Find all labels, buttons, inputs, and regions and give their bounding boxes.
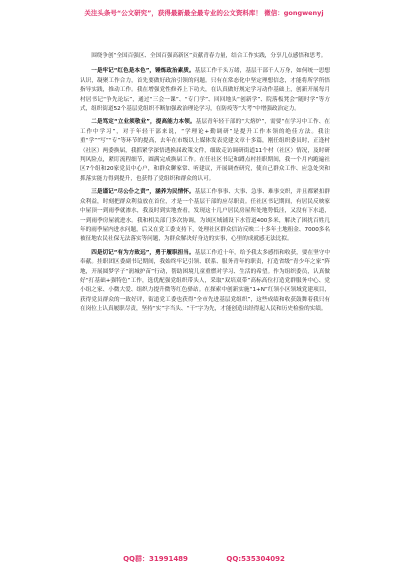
section-2 bbox=[80, 118, 330, 184]
footer bbox=[0, 554, 408, 564]
section-1 bbox=[80, 67, 330, 114]
section-4-body: 基层工作近十年，给予我太多感悟和收获，要在坚守中奉献。挂职团区委副书记期间，我始终牢记引领、联系、服务青年的职责，打造省级“青少年之家”阵地，开展圆梦学子“润城护苗”行动，帮助困境儿童重燃对学习、生活的希望。作为组织委员，认真做好“打基础+强特色”工作，选优配强党组织带头人，采取“双培双带”高标高位打造党群服务中心、党小组之家、小微大爱、组织力提升微等红色驿站。在探索中创新实施“1+N”红领小区领域党建项目，获得党员群众的一致好评，街道党工委也获得“全市先进基层党组织”，这些成绩和收获鼓舞着我只有在岗位上认真履职尽责，坚持“实”字当头、“干”字为先，才能创造出经得起人民和历史检验的实绩。 bbox=[80, 249, 330, 313]
section-2-heading: 二是笃定“立业须敬业”，提高能力本领。 bbox=[91, 119, 196, 126]
section-3-body: 基层工作事事、大事、急事、难事交织，并且都紧扣群众利益，时刻把群众利益放在首位，才是一个基层干部的应尽职责。任社区书记期间，有居民反映家中屋顶一到雨季就渗水，我及时到实地查看，发现这十几户居民房屋所处地势低洼，又没有下水道，一到雨季房屋就进水。我和相关部门多次协调，为该区域铺设下水管道400多米，解决了困扰百姓几年的雨季屋内进水问题，后又在党工委支持下，处理社区群众信访反映二十多年土地租金、7000多名被征地农民社保无法落实等问题，为群众解决好身边的实事，心里的成就感无法比拟。 bbox=[80, 189, 330, 243]
section-2-body: 基层青年轻干部的“大熔炉”，需要“在学习中工作、在工作中学习”，对于年轻干部来说，“学理论+勤调研”是提升工作本领的绝佳方法。我注重“学”“写”“专”等环节的提高，去年在市级以上媒体发表党建文章十多篇，刚任组织委员时，正逢村（社区）两委换届，我抓紧学深悟透换届政策文件，细致走访调研街道11个村（社区）情况，及时研判风险点，紧盯流程细节，圆满完成换届工作。在任社区书记和蹲点村挂职期间，我一个月内跑遍社区7个组和20家党员中心户，和群众聊家常、听建议，开展调查研究，使自己群众工作、应急处突和抓落实能力得到提升，也获得了党组织和群众的认可。 bbox=[80, 119, 330, 182]
footer-qq-contact: QQ:535304092 bbox=[226, 555, 285, 563]
section-1-heading: 一是牢记“红色是本色”，锤炼政治素质。 bbox=[91, 68, 195, 75]
section-3 bbox=[80, 188, 330, 244]
intro-paragraph: 围绕争创“全国百强区、全国百强高新区”贡献青春力量，结合工作实践，分享几点感悟和思考。 bbox=[91, 53, 327, 59]
section-4 bbox=[80, 249, 330, 315]
document-body bbox=[80, 52, 330, 319]
section-4-heading: 四是切记“有为方致远”，勇于履职担当。 bbox=[91, 249, 195, 256]
footer-qq-group: QQ群：31991489 bbox=[123, 555, 188, 563]
section-1-body: 基层工作千头万绪，基层干部千人万身，如何统一思想认识，凝聚工作合力，首先要做好政治引领的问题。只有在常态化中坚定理想信念，才能将所学所悟指导实践，推动工作。我在增强党性修养上下功夫，在认真做好规定学习动作基础上，创新开展每月村居书记“争先论坛”，通过“三会一课”、“专门学”、回回地头“创新学”、院落板凳会“随时学”等方式，组织街道52个基层党组织不断加强政治理论学习，在防疫等“大考”中增强政治定力。 bbox=[80, 68, 330, 113]
top-banner: 关注头条号“公文研究”，获得最新最全最专业的公文资料库！ 微信：gongwenyj bbox=[84, 9, 324, 17]
section-3-heading: 三是谨记“尽公仆之责”，涵养为民情怀。 bbox=[91, 189, 195, 196]
